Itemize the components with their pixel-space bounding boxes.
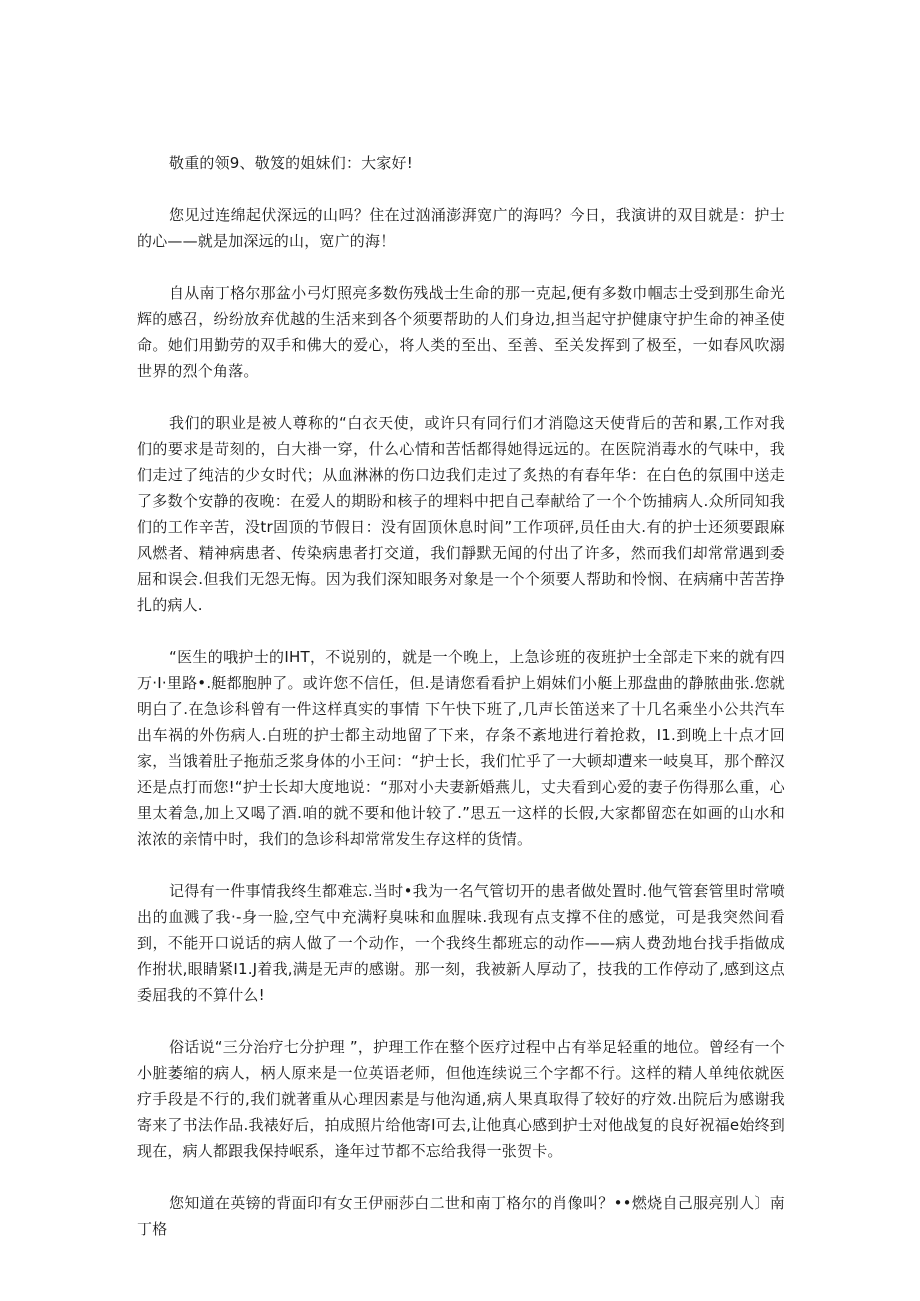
memory-paragraph: 记得有一件事情我终生都难忘.当时•我为一名气管切开的患者做处置时.他气管套管里时常喷出的血溅了我·-身一脸,空气中充满籽臭味和血腥味.我现有点支撑不住的感觉，可是我突然间看到，不能开口说话的病人做了一个动作，一个我终生都班忘的动作——病人费劲地台找手指做成作拊状,眼睛紧I1.J着我,满是无声的感谢。那一刻，我被新人厚动了，技我的工作停动了,感到这点委屈我的不算什么! — [137, 882, 785, 1004]
closing-paragraph: 您知道在英镑的背面印有女王伊丽莎白二世和南丁格尔的肖像叫？••燃烧自己服亮别人〕南丁格 — [137, 1194, 785, 1238]
emergency-paragraph: “医生的哦护士的IHT，不说别的，就是一个晚上，上急诊班的夜班护士全部走下来的就有四万·I·里路•.艇都胞肿了。或许您不信任，但.是请您看看护上娟妹们小艇上那盘曲的静脓曲张.您就明白了.在急诊科曾有一件这样真实的事情 下午快下班了,几声长笛送来了十几名乘坐小公共汽车出车祸的外伤病人.白班的护士都主动地留了下来，存条不紊地进行着抢救，I1.到晚上十点才回家，当饿着肚子拖茄乏浆身体的小王问：“护士长，我们忙乎了一大顿却遭来一岐臭耳，那个醉汉还是点打而您!“护士长却大度地说：“那对小夫妻新婚燕儿，丈夫看到心爱的妻子伤得那么重，心里太着急,加上又喝了酒.咱的就不要和他计较了.”思五一这样的长假,大家都留恋在如画的山水和浓浓的亲情中时，我们的急诊科却常常发生存这样的货情。 — [137, 648, 785, 848]
profession-paragraph: 我们的职业是被人尊称的“白衣天使，或许只有同行们才消隐这天使背后的苦和累,工作对我们的要求是苛刻的，白大褂一穿，什么心情和苦恬都得她得远远的。在医院消毒水的气味中，我们走过了纯洁的少女时代；从血淋淋的伤口边我们走过了炙热的有春年华：在白色的氛围中送走了多数个安静的夜晚：在爱人的期盼和核子的埋料中把自己奉献给了一个个饬捕病人.众所同知我们的工作辛苦，没tr固顶的节假日：没有固顶休息时间”工作项砰,员任由大.有的护士还须要跟麻风燃者、精神病患者、传染病患者打交道，我们靜默无闻的付出了许多，然而我们却常常遇到委屈和误会.但我们无怨无悔。因为我们深知眼务对象是一个个须要人帮助和怜悯、在病痛中苦苦挣扎的病人. — [137, 414, 785, 614]
nursing-paragraph: 俗话说“三分治疗七分护理 ”，护理工作在整个医疗过程中占有举足轻重的地位。曾经有一个小脏萎缩的病人，柄人原来是一位英语老师，但他连续说三个字都不行。这样的精人单纯依就医疗手段是不行的,我们就著重从心理因素是与他沟通,病人果真取得了较好的疗效.出院后为感谢我寄来了书法作品.我裱好后，拍成照片给他寄I可去,让他真心感到护士对他战复的良好祝福e始终到现在，病人都跟我保持岷系，逢年过节都不忘给我得一张贺卡。 — [137, 1038, 785, 1160]
nightingale-paragraph: 自从南丁格尔那盆小弓灯照亮多数伤残战士生命的那一克起,便有多数巾帼志士受到那生命光辉的感召，纷纷放弃优越的生活来到各个须要帮助的人们身边,担当起守护健康守护生命的神圣使命。她们用勤劳的双手和佛大的爱心，将人类的至出、至善、至关发挥到了极至，一如春风吹溺世界的烈个角落。 — [137, 284, 785, 380]
intro-paragraph: 您见过连绵起伏深远的山吗？住在过汹涌澎湃宽广的海吗？今日，我演讲的双目就是：护士的心——就是加深远的山，宽广的海！ — [137, 206, 785, 250]
document-body — [137, 150, 785, 1268]
greeting-paragraph: 敬重的领9、敬笈的姐妹们：大家好! — [169, 154, 413, 172]
